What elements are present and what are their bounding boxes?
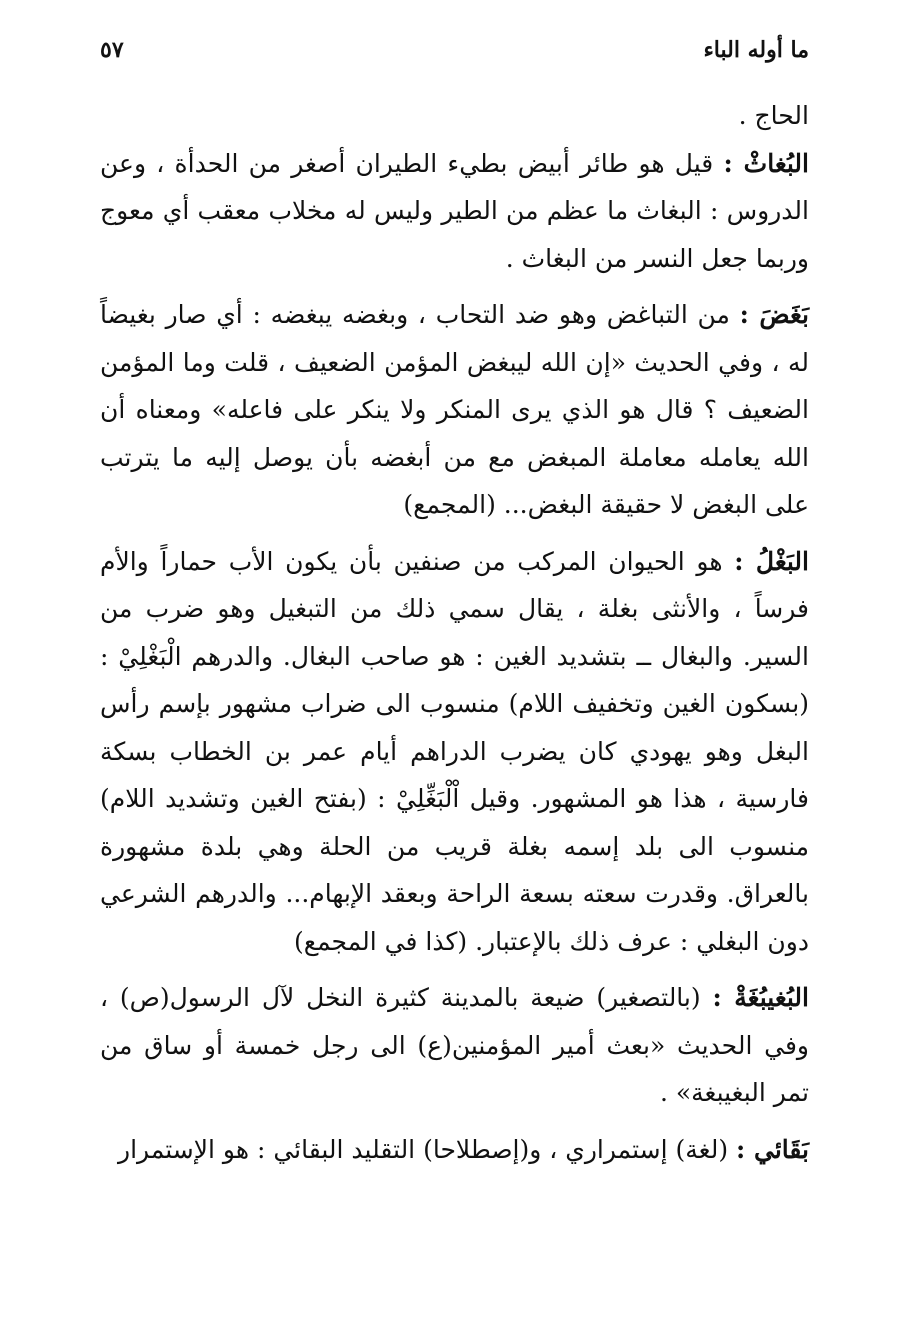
body-text [100, 92, 809, 1182]
entry-baghl [100, 538, 809, 966]
entry-baghada [100, 291, 809, 529]
entry-bughath [100, 140, 809, 283]
entry-text: هو الحيوان المركب من صنفين بأن يكون الأب حماراً والأم فرساً ، والأنثى بغلة ، يقال سمي ذلك من التبغيل وهو ضرب من السير. والبغال ــ بتشديد الغين : هو صاحب البغال. والدرهم الْبَغْلِيْ : (بسكون الغين وتخفيف اللام) منسوب الى ضراب مشهور بإسم رأس البغل وهو يهودي كان يضرب الدراهم أيام عمر بن الخطاب بسكة فارسية ، هذا هو المشهور. وقيل اْلْبَغِّلِيْ : (بفتح الغين وتشديد اللام) منسوب الى بلد إسمه بغلة قريب من الحلة وهي بلدة مشهورة بالعراق. وقدرت سعته بسعة الراحة وبعقد الإبهام... والدرهم الشرعي دون البغلي : عرف ذلك بالإعتبار. (كذا في المجمع) [100, 546, 809, 956]
entry-text: من التباغض وهو ضد التحاب ، وبغضه يبغضه : أي صار بغيضاً له ، وفي الحديث «إن الله ليبغض المؤمن الضعيف ، قلت وما المؤمن الضعيف ؟ قال هو الذي يرى المنكر ولا ينكر على فاعله» ومعناه أن الله يعامله معاملة المبغض مع من أبغضه بأن يوصل إليه ما يترتب على البغض لا حقيقة البغض... (المجمع) [100, 300, 809, 519]
entry-baqai [100, 1126, 809, 1174]
entry-term: بَقَائي : [736, 1134, 809, 1164]
page-number: ٥٧ [100, 37, 124, 63]
entry-text: (بالتصغير) ضيعة بالمدينة كثيرة النخل لآل الرسول(ص) ، وفي الحديث «بعث أمير المؤمنين(ع) الى رجل خمسة أو ساق من تمر البغيبغة» . [100, 983, 809, 1107]
entry-text: (لغة) إستمراري ، و(إصطلاحا) التقليد البقائي : هو الإستمرار [118, 1134, 737, 1164]
paragraph-continuation [100, 92, 809, 140]
entry-term: البَغْلُ : [734, 546, 809, 576]
page-header [100, 30, 809, 70]
paragraph-text: الحاج . [738, 101, 809, 130]
entry-text: قيل هو طائر أبيض بطيء الطيران أصغر من الحدأة ، وعن الدروس : البغاث ما عظم من الطير وليس له مخلاب معقب أي معوج وربما جعل النسر من البغاث . [100, 148, 809, 273]
running-title: ما أوله الباء [703, 37, 809, 63]
entry-term: البُغاثْ : [723, 148, 809, 178]
entry-term: بَغَضَ : [739, 300, 809, 329]
entry-term: البُغيبُغَةْ : [712, 983, 809, 1012]
entry-bughaybigha [100, 974, 809, 1117]
